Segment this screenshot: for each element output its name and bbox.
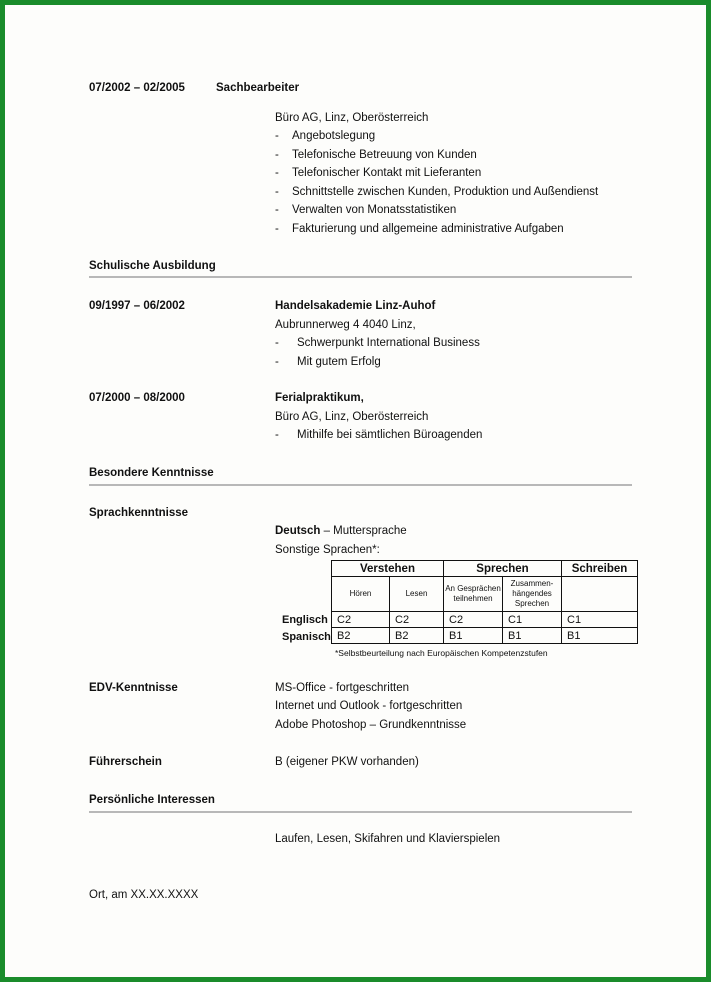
job-period: 07/2002 – 02/2005 (89, 82, 185, 94)
bullet-dash: - (275, 337, 279, 349)
edv-label: EDV-Kenntnisse (89, 682, 178, 694)
edu-period: 07/2000 – 08/2000 (89, 392, 185, 404)
table-cell: C2 (444, 612, 503, 628)
job-task: Schnittstelle zwischen Kunden, Produktion und Außendienst (292, 186, 599, 198)
language-table (331, 560, 638, 644)
place-date: Ort, am XX.XX.XXXX (89, 889, 199, 901)
job-task: Telefonische Betreuung von Kunden (292, 149, 477, 161)
job-task: Fakturierung und allgemeine administrative Aufgaben (292, 223, 564, 235)
table-cell: C2 (332, 612, 390, 628)
edu-address: Aubrunnerweg 4 4040 Linz, (275, 319, 416, 331)
edu-item: Mit gutem Erfolg (297, 356, 381, 368)
row-language-label: Spanisch (282, 631, 331, 643)
sub-header: An Gesprächen teilnehmen (444, 577, 503, 612)
languages-label: Sprachkenntnisse (89, 507, 189, 519)
native-language-desc: – Muttersprache (320, 525, 407, 537)
bullet-dash: - (275, 356, 279, 368)
edu-title: Handelsakademie Linz-Auhof (275, 300, 436, 312)
group-header: Sprechen (444, 561, 562, 577)
section-divider (89, 276, 632, 278)
job-company: Büro AG, Linz, Oberösterreich (275, 112, 429, 124)
table-cell: B2 (332, 628, 390, 644)
section-divider (89, 484, 632, 486)
sub-header: Zusammen-hängendes Sprechen (503, 577, 562, 612)
license-value: B (eigener PKW vorhanden) (275, 756, 419, 768)
table-row (332, 612, 638, 628)
native-language (275, 525, 407, 537)
edv-item: Adobe Photoshop – Grundkenntnisse (275, 719, 467, 731)
group-header: Schreiben (562, 561, 638, 577)
job-task: Verwalten von Monatsstatistiken (292, 204, 457, 216)
table-cell: C1 (503, 612, 562, 628)
skills-heading: Besondere Kenntnisse (89, 467, 214, 479)
table-cell: B1 (444, 628, 503, 644)
edv-item: Internet und Outlook - fortgeschritten (275, 700, 463, 712)
other-languages-label: Sonstige Sprachen*: (275, 544, 380, 556)
bullet-dash: - (275, 149, 279, 161)
job-task: Telefonischer Kontakt mit Lieferanten (292, 167, 482, 179)
table-cell: B2 (390, 628, 444, 644)
interests-heading: Persönliche Interessen (89, 794, 215, 806)
interests-text: Laufen, Lesen, Skifahren und Klavierspielen (275, 833, 501, 845)
bullet-dash: - (275, 223, 279, 235)
bullet-dash: - (275, 167, 279, 179)
edu-address: Büro AG, Linz, Oberösterreich (275, 411, 429, 423)
table-cell: B1 (562, 628, 638, 644)
group-header: Verstehen (332, 561, 444, 577)
education-heading: Schulische Ausbildung (89, 260, 216, 272)
table-cell: B1 (503, 628, 562, 644)
bullet-dash: - (275, 130, 279, 142)
edu-item: Schwerpunkt International Business (297, 337, 480, 349)
job-title: Sachbearbeiter (216, 82, 300, 94)
bullet-dash: - (275, 429, 279, 441)
bullet-dash: - (275, 186, 279, 198)
table-cell: C2 (390, 612, 444, 628)
table-row (332, 628, 638, 644)
native-language-name: Deutsch (275, 525, 321, 537)
sub-header: Hören (332, 577, 390, 612)
sub-header (562, 577, 638, 612)
table-footnote: *Selbstbeurteilung nach Europäischen Kompetenzstufen (335, 648, 548, 658)
edv-item: MS-Office - fortgeschritten (275, 682, 409, 694)
row-language-label: Englisch (282, 614, 328, 626)
edu-title: Ferialpraktikum, (275, 392, 364, 404)
bullet-dash: - (275, 204, 279, 216)
license-label: Führerschein (89, 756, 162, 768)
sub-header: Lesen (390, 577, 444, 612)
job-task: Angebotslegung (292, 130, 376, 142)
edu-item: Mithilfe bei sämtlichen Büroagenden (297, 429, 483, 441)
section-divider (89, 811, 632, 813)
table-cell: C1 (562, 612, 638, 628)
edu-period: 09/1997 – 06/2002 (89, 300, 185, 312)
